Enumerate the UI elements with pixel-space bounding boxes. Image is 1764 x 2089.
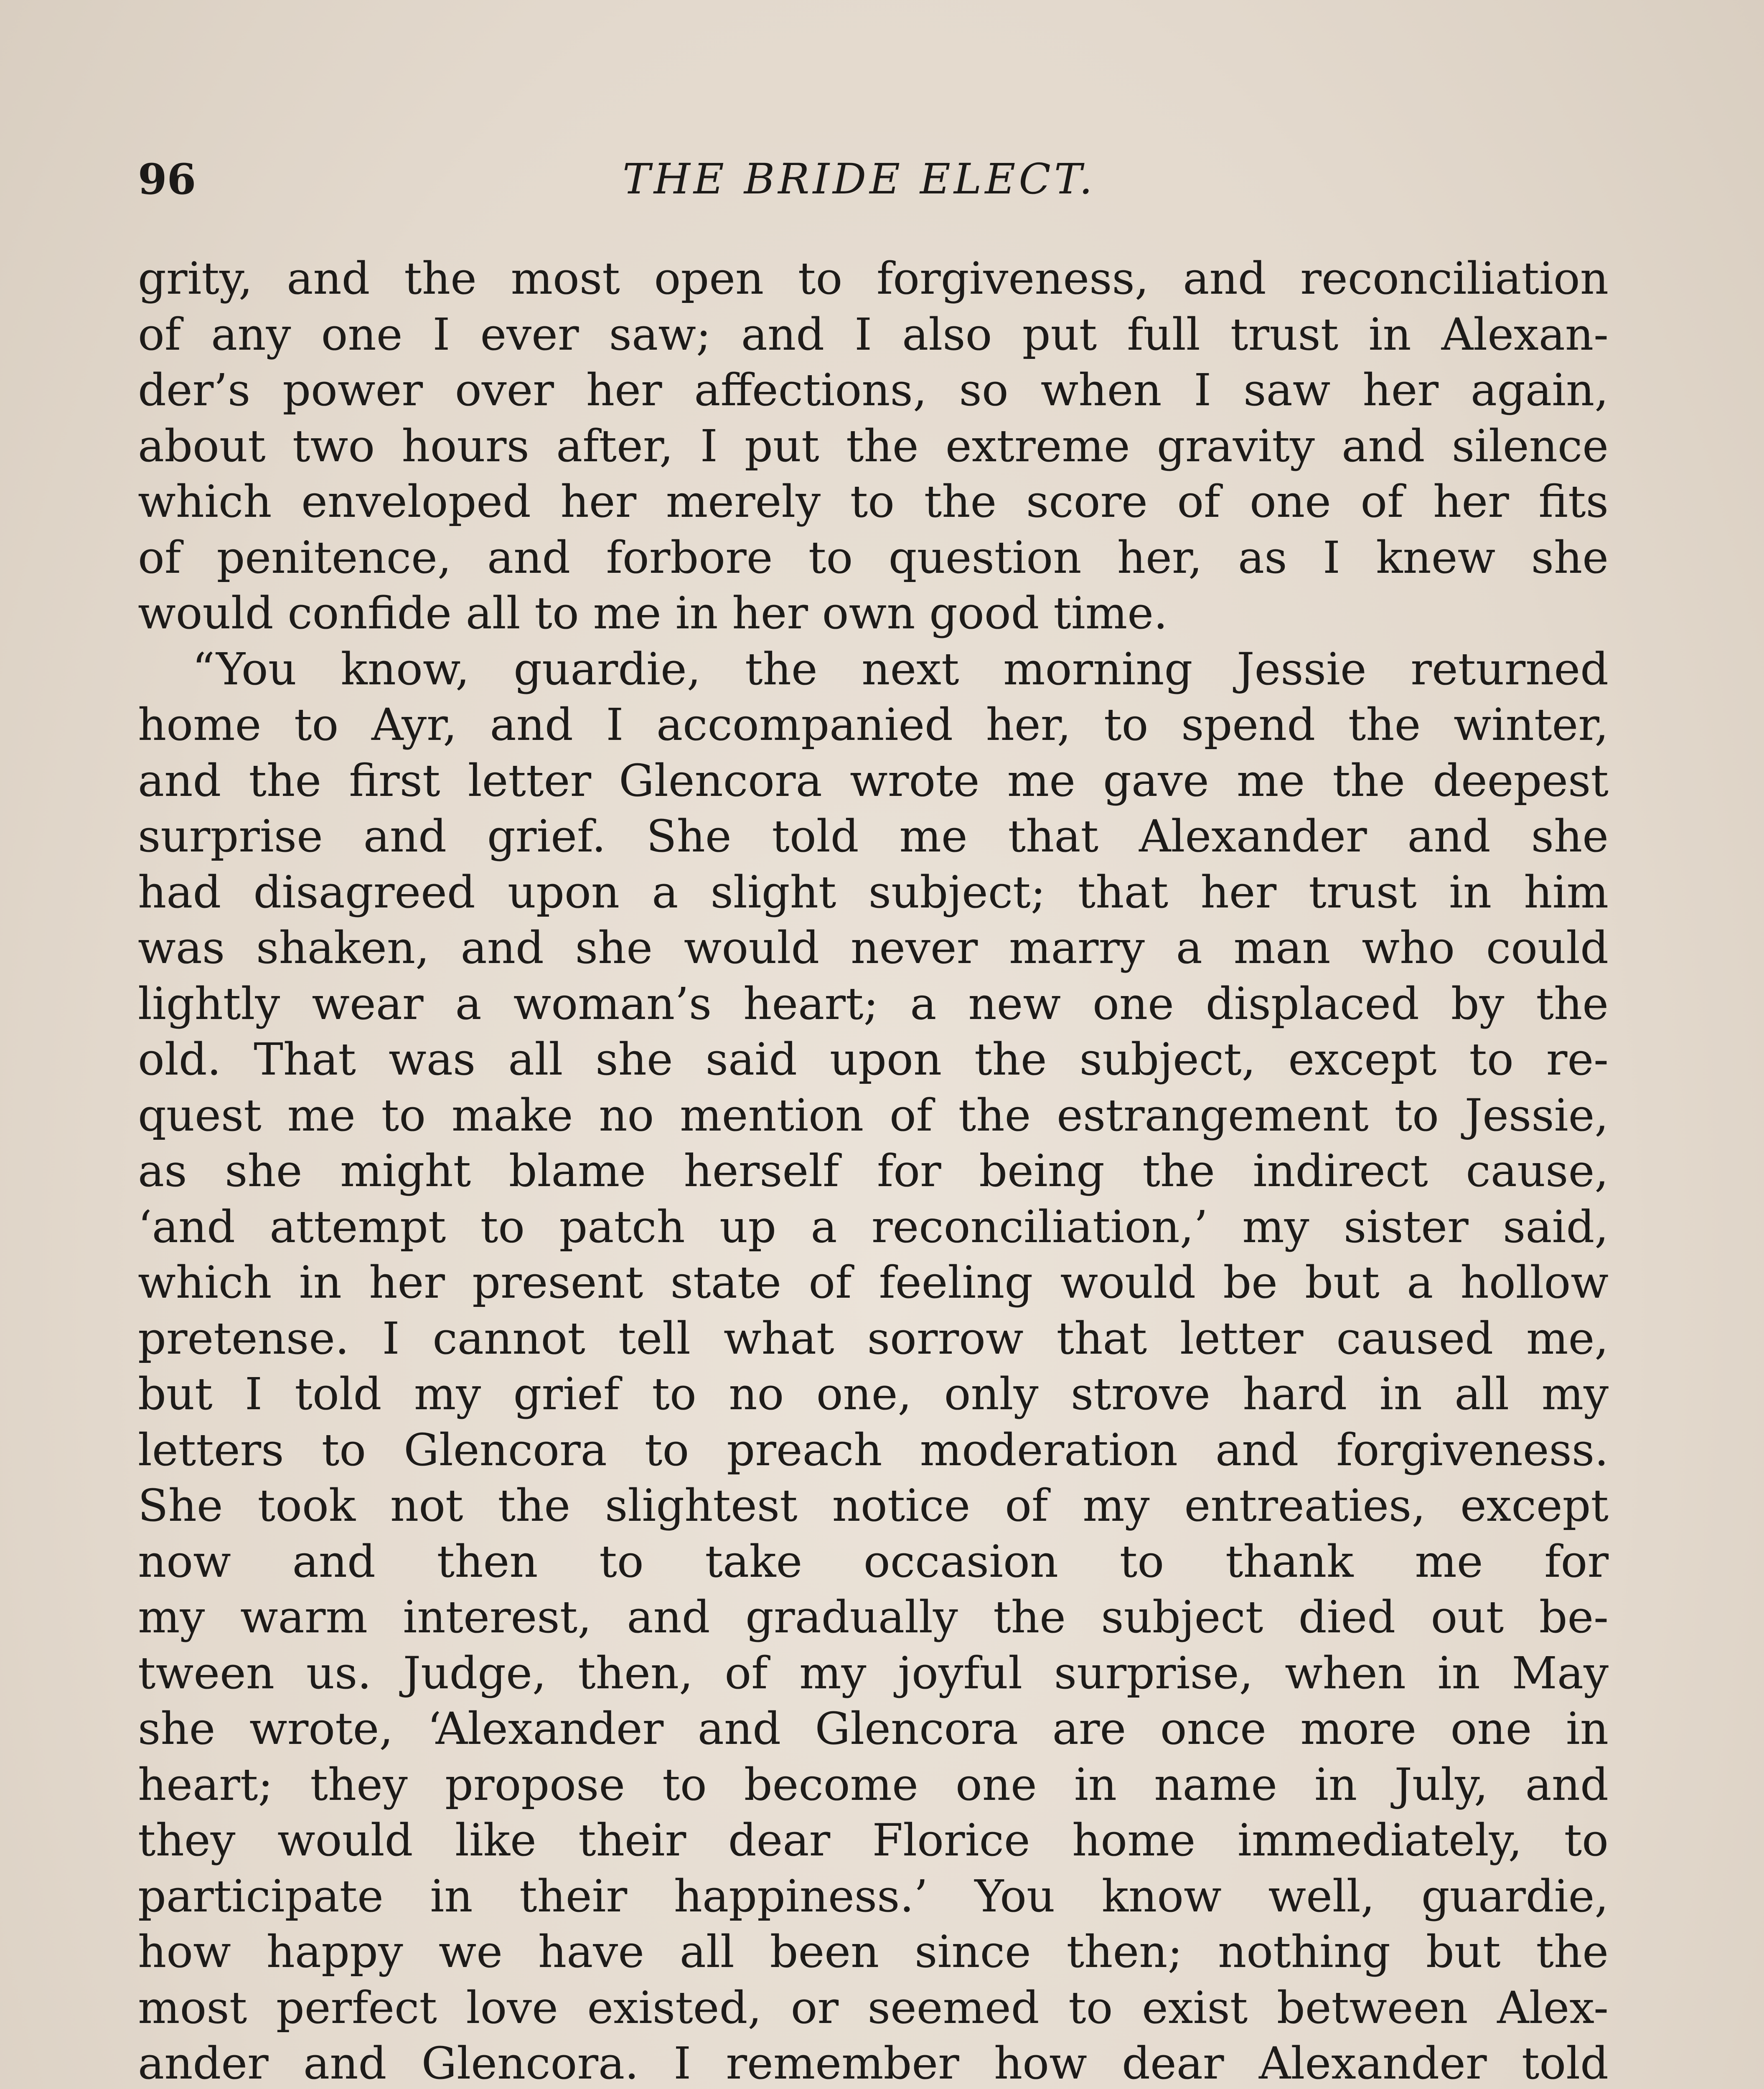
text-line: which enveloped her merely to the score of one of her fits (138, 476, 1609, 527)
text-line: as she might blame herself for being the indirect cause, (138, 1145, 1609, 1197)
text-line: ‘and attempt to patch up a reconciliation,’ my sister said, (138, 1201, 1609, 1253)
text-line: quest me to make no mention of the estrangement to Jessie, (138, 1089, 1609, 1141)
text-line: tween us. Judge, then, of my joyful surprise, when in May (138, 1647, 1609, 1699)
text-line: which in her present state of feeling would be but a hollow (138, 1257, 1609, 1308)
text-line: my warm interest, and gradually the subject died out be- (138, 1591, 1609, 1643)
text-line: heart; they propose to become one in name in July, and (138, 1759, 1609, 1810)
text-line: grity, and the most open to forgiveness, and reconciliation (138, 253, 1609, 304)
text-line: participate in their happiness.’ You know well, guardie, (138, 1870, 1609, 1922)
text-line: pretense. I cannot tell what sorrow that letter caused me, (138, 1312, 1609, 1364)
text-line: letters to Glencora to preach moderation and forgiveness. (138, 1424, 1609, 1476)
text-line: der’s power over her affections, so when I saw her again, (138, 364, 1609, 416)
text-line: was shaken, and she would never marry a man who could (138, 922, 1609, 973)
text-line: now and then to take occasion to thank me for (138, 1535, 1609, 1587)
text-line: about two hours after, I put the extreme gravity and silence (138, 420, 1609, 472)
text-line: “You know, guardie, the next morning Jessie returned (192, 643, 1609, 695)
text-line: most perfect love existed, or seemed to exist between Alex- (138, 1982, 1609, 2033)
text-line: old. That was all she said upon the subject, except to re- (138, 1034, 1609, 1085)
body-text (138, 251, 1609, 2089)
text-line: they would like their dear Florice home immediately, to (138, 1815, 1609, 1866)
text-line: of any one I ever saw; and I also put full trust in Alexan- (138, 308, 1609, 360)
page-number: 96 (138, 155, 196, 204)
running-title: THE BRIDE ELECT. (623, 155, 1096, 203)
text-line: lightly wear a woman’s heart; a new one displaced by the (138, 978, 1609, 1029)
text-line: home to Ayr, and I accompanied her, to spend the winter, (138, 699, 1609, 750)
page-header (138, 155, 1609, 221)
text-line: ander and Glencora. I remember how dear Alexander told (138, 2038, 1609, 2089)
text-line: had disagreed upon a slight subject; that her trust in him (138, 866, 1609, 918)
text-line: she wrote, ‘Alexander and Glencora are once more one in (138, 1703, 1609, 1754)
text-line: of penitence, and forbore to question her, as I knew she (138, 531, 1609, 583)
text-line: and the first letter Glencora wrote me gave me the deepest (138, 755, 1609, 806)
text-line: would confide all to me in her own good time. (138, 587, 1168, 639)
text-line: She took not the slightest notice of my entreaties, except (138, 1480, 1609, 1531)
text-line: but I told my grief to no one, only strove hard in all my (138, 1368, 1609, 1420)
text-line: how happy we have all been since then; nothing but the (138, 1926, 1609, 1977)
text-line: surprise and grief. She told me that Alexander and she (138, 811, 1609, 862)
